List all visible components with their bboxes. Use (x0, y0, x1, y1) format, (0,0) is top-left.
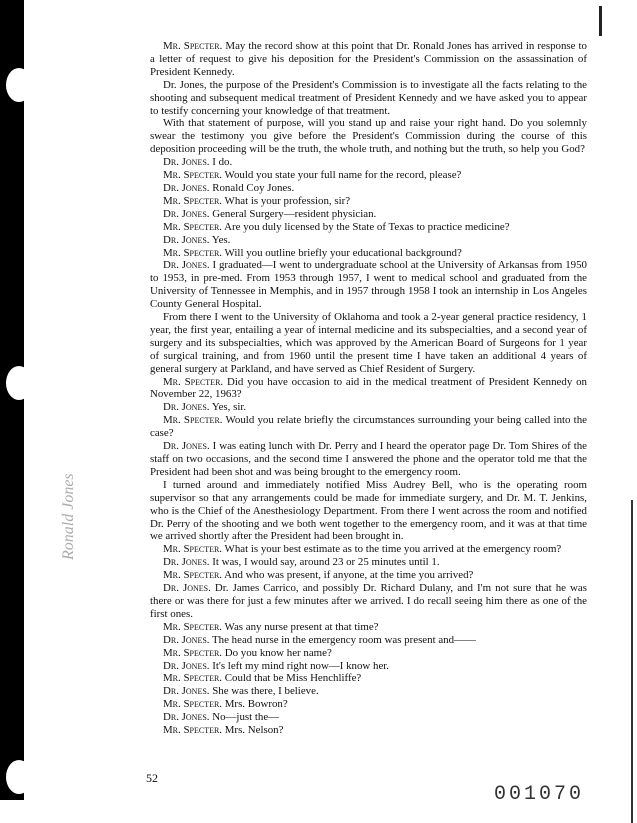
transcript-paragraph (150, 698, 587, 711)
speaker-label: Dr. Jones. (163, 259, 210, 272)
paragraph-text: With that statement of purpose, will you stand up and raise your right hand. Do you solemnly swear the testimony you give before the President's Commission during the course of this deposition proceeding will be the truth, the whole truth, and nothing but the truth, so help you God? (150, 117, 587, 156)
paragraph-text: No—just the— (209, 711, 280, 724)
transcript-paragraph (150, 401, 587, 414)
transcript-paragraph (150, 247, 587, 260)
paragraph-text: And who was present, if anyone, at the time you arrived? (222, 569, 474, 582)
paragraph-text: It was, I would say, around 23 or 25 minutes until 1. (209, 556, 440, 569)
paragraph-text: Will you outline briefly your educational background? (222, 246, 462, 259)
transcript-paragraph (150, 440, 587, 479)
transcript-paragraph (150, 582, 587, 621)
scan-mark (599, 6, 602, 36)
paragraph-text: Ronald Coy Jones. (209, 181, 295, 194)
paragraph-text: General Surgery—resident physician. (209, 207, 377, 220)
transcript-paragraph (150, 208, 587, 221)
paragraph-text: Would you state your full name for the record, please? (222, 169, 462, 182)
paragraph-text: Was any nurse present at that time? (222, 620, 379, 633)
speaker-label: Mr. Specter. (163, 414, 223, 427)
punch-hole (6, 366, 32, 400)
punch-hole (6, 68, 32, 102)
speaker-label: Dr. Jones. (163, 685, 210, 698)
transcript-paragraph (150, 169, 587, 182)
paragraph-text: Do you know her name? (222, 646, 332, 659)
paragraph-text: I do. (209, 156, 233, 169)
paragraph-text: What is your best estimate as to the time you arrived at the emergency room? (222, 543, 562, 556)
paragraph-text: May the record show at this point that Dr. Ronald Jones has arrived in response to a letter of request to give his deposition for the President's Commission on the assassination of President Kennedy. (150, 40, 587, 78)
transcript-paragraph (150, 556, 587, 569)
transcript-paragraph (150, 117, 587, 156)
speaker-label: Dr. Jones. (163, 556, 210, 569)
speaker-label: Mr. Specter. (163, 220, 223, 233)
paragraph-text: It's left my mind right now—I know her. (209, 659, 390, 672)
speaker-label: Dr. Jones. (163, 156, 210, 169)
speaker-label: Dr. Jones. (163, 440, 210, 453)
transcript-paragraph (150, 79, 587, 118)
paragraph-text: Mrs. Nelson? (222, 724, 284, 737)
transcript-paragraph (150, 621, 587, 634)
speaker-label: Dr. Jones. (163, 659, 210, 672)
speaker-label: Dr. Jones. (163, 633, 210, 646)
speaker-label: Mr. Specter. (163, 569, 223, 582)
transcript-paragraph (150, 40, 587, 79)
paragraph-text: I was eating lunch with Dr. Perry and I heard the operator page Dr. Tom Shires of the staff on two occasions, and the second time I answered the phone and the operator told me that the President had been shot and was being brought to the emergency room. (150, 440, 588, 478)
paragraph-text: Could that be Miss Henchliffe? (222, 672, 362, 685)
speaker-label: Mr. Specter. (163, 672, 223, 685)
paragraph-text: Would you relate briefly the circumstances surrounding your being called into the case? (150, 414, 587, 440)
paragraph-text: Did you have occasion to aid in the medical treatment of President Kennedy on November 22, 1963? (150, 375, 587, 401)
scan-edge (631, 500, 633, 823)
transcript-paragraph (150, 311, 587, 376)
paragraph-text: I graduated—I went to undergraduate school at the University of Arkansas from 1950 to 1953, in pre-med. From 1953 through 1957, I went to medical school and graduated from the University of Tennessee in Memphis, and in 1957 through 1958 I took an internship in Los Angeles County General Hospital. (150, 259, 587, 311)
transcript-paragraph (150, 234, 587, 247)
speaker-label: Mr. Specter. (163, 375, 224, 388)
speaker-label: Mr. Specter. (163, 40, 223, 52)
transcript-paragraph (150, 479, 587, 544)
speaker-label: Mr. Specter. (163, 543, 223, 556)
paragraph-text: I turned around and immediately notified Miss Audrey Bell, who is the operating room supervisor so that any arrangements could be made for immediate surgery, and Dr. M. T. Jenkins, who is the Chief of the Anesthesiology Department. From there I went across the room and notified Dr. Perry of the shooting and we both went together to the emergency room, and it was at that time we arrived shortly after the President had been brought in. (150, 478, 587, 543)
transcript-paragraph (150, 569, 587, 582)
transcript-paragraph (150, 672, 587, 685)
transcript-paragraph (150, 660, 587, 673)
speaker-label: Dr. Jones. (163, 233, 210, 246)
paragraph-text: From there I went to the University of Oklahoma and took a 2-year general practice residency, 1 year, the first year, entailing a year of internal medicine and its subspecialties, and a second year of surgery and its subspecialties, which was approved by the American Board of Surgeons for 1 year of surgical training, and from 1960 until the present time I have taken an additional 4 years of general surgery at Parkland, and have served as Chief Resident of Surgery. (150, 311, 587, 375)
transcript-paragraph (150, 685, 587, 698)
paragraph-text: Dr. Jones, the purpose of the President's Commission is to investigate all the facts relating to the shooting and subsequent medical treatment of President Kennedy and we have asked you to appear to testify concerning your knowledge of that treatment. (150, 78, 587, 117)
speaker-label: Mr. Specter. (163, 724, 223, 737)
transcript-paragraph (150, 711, 587, 724)
speaker-label: Dr. Jones. (163, 401, 210, 414)
speaker-label: Dr. Jones. (163, 711, 210, 724)
speaker-label: Dr. Jones. (163, 207, 210, 220)
speaker-label: Mr. Specter. (163, 698, 223, 711)
transcript-paragraph (150, 724, 587, 737)
paragraph-text: What is your profession, sir? (222, 194, 351, 207)
paragraph-text: Dr. James Carrico, and possibly Dr. Richard Dulany, and I'm not sure that he was there or was there for just a few minutes after we arrived. I do recall seeing him there as one of the first ones. (150, 582, 587, 620)
speaker-label: Mr. Specter. (163, 646, 223, 659)
transcript-paragraph (150, 634, 587, 647)
speaker-label: Mr. Specter. (163, 169, 223, 182)
document-number: 001070 (494, 783, 585, 806)
speaker-label: Mr. Specter. (163, 620, 223, 633)
transcript-paragraph (150, 543, 587, 556)
binding-margin (0, 0, 24, 800)
speaker-label: Dr. Jones. (163, 181, 210, 194)
punch-hole (6, 760, 32, 794)
paragraph-text: Mrs. Bowron? (222, 698, 288, 711)
transcript-paragraph (150, 221, 587, 234)
speaker-label: Mr. Specter. (163, 194, 223, 207)
transcript-paragraph (150, 259, 587, 311)
transcript-paragraph (150, 156, 587, 169)
paragraph-text: Are you duly licensed by the State of Texas to practice medicine? (222, 220, 510, 233)
page-number: 52 (146, 771, 158, 785)
speaker-label: Dr. Jones. (163, 582, 211, 595)
handwritten-annotation: Ronald Jones (60, 473, 77, 560)
transcript-paragraph (150, 376, 587, 402)
paragraph-text: The head nurse in the emergency room was present and—— (209, 633, 476, 646)
paragraph-text: Yes, sir. (209, 401, 247, 414)
speaker-label: Mr. Specter. (163, 246, 223, 259)
transcript-body (150, 40, 587, 737)
paragraph-text: She was there, I believe. (209, 685, 319, 698)
transcript-paragraph (150, 647, 587, 660)
transcript-paragraph (150, 414, 587, 440)
transcript-paragraph (150, 195, 587, 208)
paragraph-text: Yes. (209, 233, 231, 246)
transcript-paragraph (150, 182, 587, 195)
